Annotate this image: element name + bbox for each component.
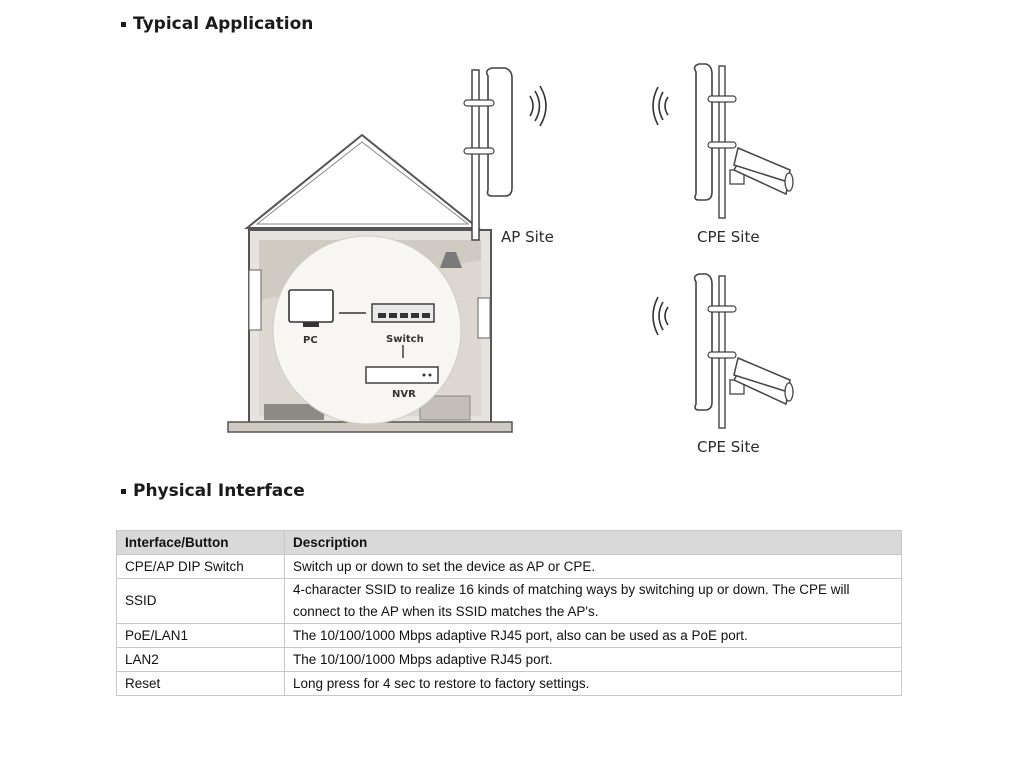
description-line: The 10/100/1000 Mbps adaptive RJ45 port. xyxy=(293,651,553,667)
pc-label: PC xyxy=(303,335,318,346)
description-line: Long press for 4 sec to restore to factory settings. xyxy=(293,675,590,691)
description-line: 4-character SSID to realize 16 kinds of matching ways by switching up or down. The CPE will xyxy=(293,582,850,597)
wireless-signal-icon xyxy=(530,86,546,126)
cpe-device-bottom xyxy=(695,274,793,428)
interface-description xyxy=(285,579,902,624)
cpe-device-top xyxy=(695,64,793,218)
header-description: Description xyxy=(285,531,902,555)
interface-name: Reset xyxy=(117,672,285,696)
description-line: The 10/100/1000 Mbps adaptive RJ45 port, also can be used as a PoE port. xyxy=(293,627,748,643)
camera-icon xyxy=(730,148,793,194)
header-interface-button: Interface/Button xyxy=(117,531,285,555)
table-row xyxy=(117,672,902,696)
physical-interface-heading xyxy=(121,481,305,501)
cpe-site-bottom-label: CPE Site xyxy=(697,438,760,456)
wireless-signal-icon xyxy=(653,87,668,125)
nvr-icon xyxy=(366,367,438,383)
ap-device xyxy=(464,68,512,240)
pc-icon xyxy=(289,290,333,327)
switch-label: Switch xyxy=(386,334,424,345)
cpe-site-top-label: CPE Site xyxy=(697,228,760,246)
table-row xyxy=(117,555,902,579)
interface-description xyxy=(285,672,902,696)
camera-icon xyxy=(730,358,793,404)
interface-name: SSID xyxy=(117,579,285,624)
description-line: Switch up or down to set the device as AP or CPE. xyxy=(293,558,596,574)
network-inset xyxy=(273,236,461,424)
physical-interface-table xyxy=(116,530,902,696)
interface-description xyxy=(285,555,902,579)
interface-description xyxy=(285,648,902,672)
switch-icon xyxy=(372,304,434,322)
interface-description xyxy=(285,624,902,648)
typical-application-title: Typical Application xyxy=(133,14,314,34)
interface-name: LAN2 xyxy=(117,648,285,672)
interface-name: CPE/AP DIP Switch xyxy=(117,555,285,579)
nvr-label: NVR xyxy=(392,389,416,400)
bullet-icon xyxy=(121,489,126,494)
table-row xyxy=(117,579,902,624)
table-row xyxy=(117,648,902,672)
table-row xyxy=(117,624,902,648)
description-line: connect to the AP when its SSID matches the AP's. xyxy=(293,604,599,619)
ap-site-label: AP Site xyxy=(501,228,554,246)
wireless-signal-icon xyxy=(653,297,668,335)
interface-name: PoE/LAN1 xyxy=(117,624,285,648)
table-header-row xyxy=(117,531,902,555)
physical-interface-title: Physical Interface xyxy=(133,481,305,501)
